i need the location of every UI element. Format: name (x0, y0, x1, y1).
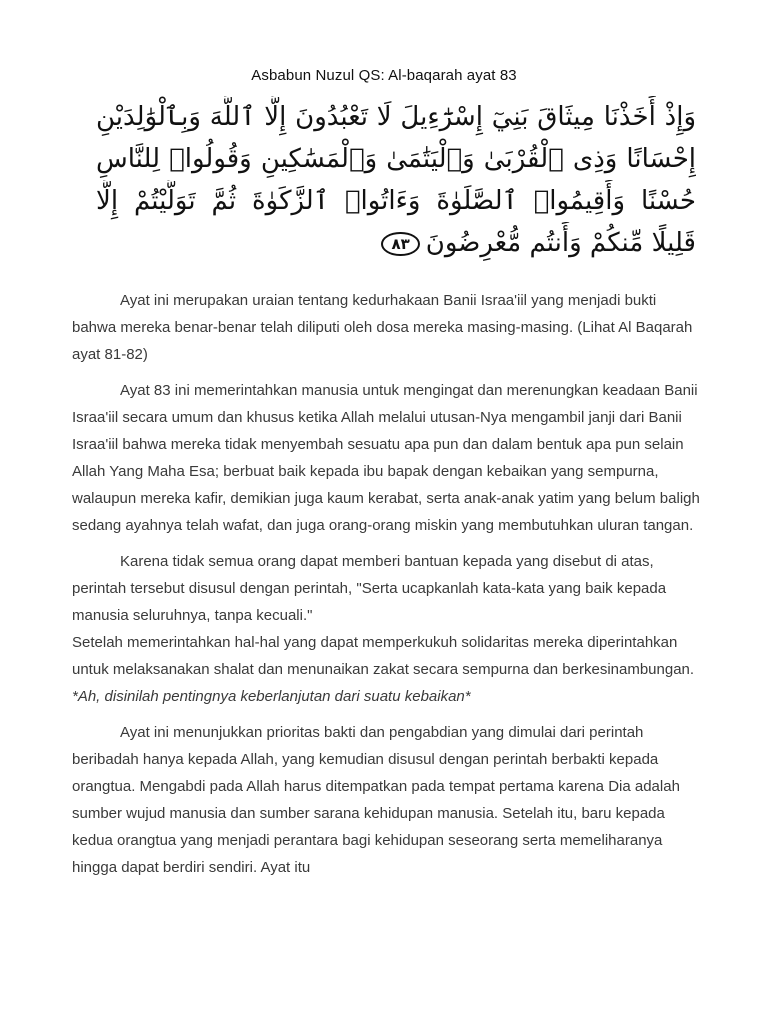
arabic-line-1: وَإِذْ أَخَذْنَا مِيثَاقَ بَنِيٓ إِسْرَٰٓءِيلَ لَا تَعْبُدُونَ إِلَّا ٱللَّهَ وَبِٱلْوَٰلِدَيْنِ (96, 102, 696, 132)
paragraph-1: Ayat ini merupakan uraian tentang kedurhakaan Banii Israa'iil yang menjadi bukti bahwa mereka benar-benar telah diliputi oleh dosa mereka masing-masing. (Lihat Al Baqarah ayat 81-82) (72, 292, 693, 363)
arabic-line-4-text: قَلِيلًا مِّنكُمْ وَأَنتُم مُّعْرِضُونَ (425, 228, 696, 258)
paragraph-3: Karena tidak semua orang dapat memberi bantuan kepada yang disebut di atas, perintah tersebut disusul dengan perintah, "Serta ucapkanlah kata-kata yang baik kepada manusia seluruhnya, tanpa kecuali." (72, 553, 667, 624)
paragraph-4-text: Setelah memerintahkan hal-hal yang dapat memperkukuh solidaritas mereka diperintahkan untuk melaksanakan shalat dan menunaikan zakat secara sempurna dan berkesinambungan. (72, 634, 695, 678)
quran-verse (96, 96, 696, 264)
body-text (72, 287, 704, 881)
ayah-number-badge: ٨٣ (381, 232, 419, 256)
page-title: Asbabun Nuzul QS: Al-baqarah ayat 83 (251, 67, 517, 84)
arabic-line-2: إِحْسَانًا وَذِى ٱلْقُرْبَىٰ وَٱلْيَتَٰمَىٰ وَٱلْمَسَٰكِينِ وَقُولُوا۟ لِلنَّاسِ (96, 144, 696, 174)
paragraph-5: Ayat ini menunjukkan prioritas bakti dan pengabdian yang dimulai dari perintah beribadah hanya kepada Allah, yang kemudian disusul dengan perintah berbakti kepada orangtua. Mengabdi pada Allah harus ditempatkan pada tempat pertama karena Dia adalah sumber wujud manusia dan sumber sarana kehidupan manusia. Setelah itu, baru kepada kedua orangtua yang menjadi perantara bagi kehidupan seseorang serta memeliharanya hingga dapat berdiri sendiri. Ayat itu (72, 724, 680, 876)
arabic-line-3: حُسْنًا وَأَقِيمُوا۟ ٱلصَّلَوٰةَ وَءَاتُوا۟ ٱلزَّكَوٰةَ ثُمَّ تَوَلَّيْتُمْ إِلَّا (96, 186, 696, 216)
arabic-line-4 (96, 222, 696, 264)
paragraph-2: Ayat 83 ini memerintahkan manusia untuk mengingat dan merenungkan keadaan Banii Israa'iil secara umum dan khusus ketika Allah melalui utusan-Nya mengambil janji dari Banii Israa'iil bahwa mereka tidak menyembah sesuatu apa pun dan dalam bentuk apa pun selain Allah Yang Maha Esa; berbuat baik kepada ibu bapak dengan kebaikan yang sempurna, walaupun mereka kafir, demikian juga kaum kerabat, serta anak-anak yatim yang belum baligh sedang ayahnya telah wafat, dan juga orang-orang miskin yang membutuhkan uluran tangan. (72, 382, 700, 534)
paragraph-4 (72, 629, 704, 710)
paragraph-4-italic-note: *Ah, disinilah pentingnya keberlanjutan dari suatu kebaikan* (72, 688, 471, 705)
